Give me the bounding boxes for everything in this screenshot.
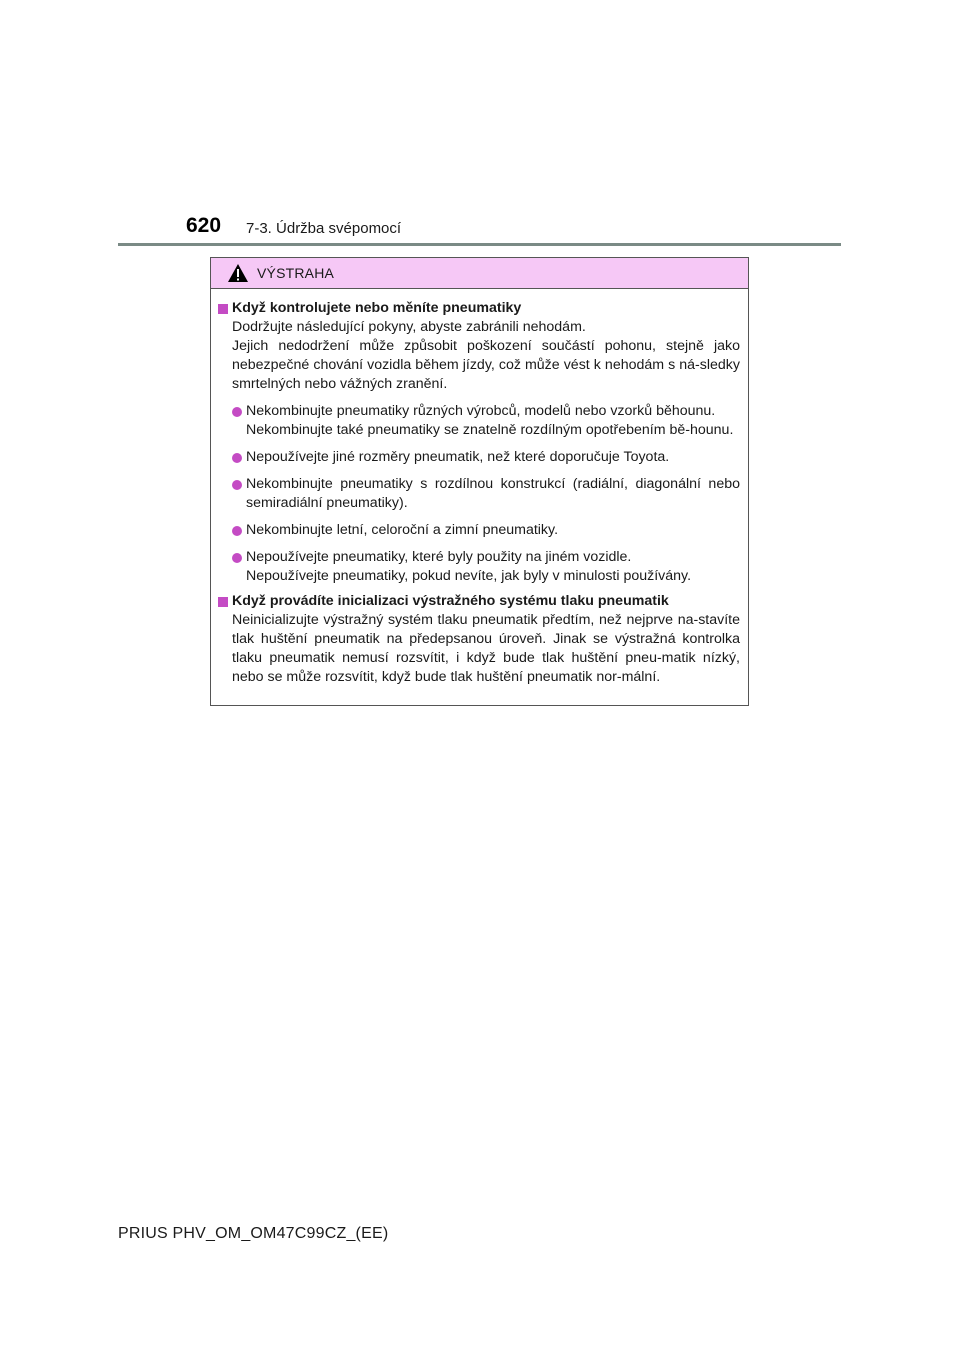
list-item-text: Nekombinujte letní, celoroční a zimní pneumatiky. [246, 522, 559, 538]
intro-line: Jejich nedodržení může způsobit poškození součástí pohonu, stejně jako nebezpečné chování vozidla během jízdy, což může vést k nehodám s ná-sledky smrtelných nebo vážných zranění. [232, 338, 740, 392]
list-item-text: Nepoužívejte pneumatiky, které byly použity na jiném vozidle. [246, 549, 632, 565]
section-heading-text: Když provádíte inicializaci výstražného systému tlaku pneumatik [232, 593, 669, 609]
circle-bullet-icon [232, 526, 242, 536]
header-divider [118, 243, 841, 246]
list-item [232, 521, 740, 540]
intro-line: Dodržujte následující pokyny, abyste zabránili nehodám. [232, 319, 586, 335]
page-number: 620 [186, 214, 222, 237]
square-bullet-icon [218, 304, 228, 314]
circle-bullet-icon [232, 480, 242, 490]
list-item [232, 402, 740, 440]
warning-body [211, 289, 748, 687]
section-title: 7-3. Údržba svépomocí [246, 220, 402, 237]
list-item-text: Nepoužívejte jiné rozměry pneumatik, než které doporučuje Toyota. [246, 449, 670, 465]
circle-bullet-icon [232, 407, 242, 417]
circle-bullet-icon [232, 553, 242, 563]
section-paragraph [232, 611, 740, 687]
paragraph-text: Neinicializujte výstražný systém tlaku pneumatik předtím, než nejprve na-stavíte tlak huštění pneumatik na předepsanou úroveň. Jinak se výstražná kontrolka tlaku pneumatik nemusí rozsvítit, i když bude tlak huštění pneu-matik nízký, nebo se může rozsvítit, když bude tlak huštění pneumatik nor-mální. [232, 612, 740, 685]
list-item [232, 548, 740, 586]
list-item-text: Nekombinujte pneumatiky s rozdílnou konstrukcí (radiální, diagonální nebo semiradiální pneumatiky). [246, 476, 740, 511]
list-item-text: Nekombinujte také pneumatiky se znatelně rozdílným opotřebením bě-hounu. [246, 422, 734, 438]
warning-header [211, 258, 748, 289]
warning-title: VÝSTRAHA [257, 265, 335, 281]
section-heading-text: Když kontrolujete nebo měníte pneumatiky [232, 300, 522, 316]
circle-bullet-icon [232, 453, 242, 463]
warning-triangle-icon [227, 263, 249, 283]
list-item-text: Nepoužívejte pneumatiky, pokud nevíte, jak byly v minulosti používány. [246, 568, 692, 584]
square-bullet-icon [218, 597, 228, 607]
section-heading [218, 299, 740, 318]
intro-paragraph [232, 318, 740, 394]
list-item [232, 475, 740, 513]
warning-box [210, 257, 749, 706]
list-item [232, 448, 740, 467]
section-heading [218, 592, 740, 611]
list-item-text: Nekombinujte pneumatiky různých výrobců, modelů nebo vzorků běhounu. [246, 403, 716, 419]
document-footer: PRIUS PHV_OM_OM47C99CZ_(EE) [118, 1225, 389, 1242]
